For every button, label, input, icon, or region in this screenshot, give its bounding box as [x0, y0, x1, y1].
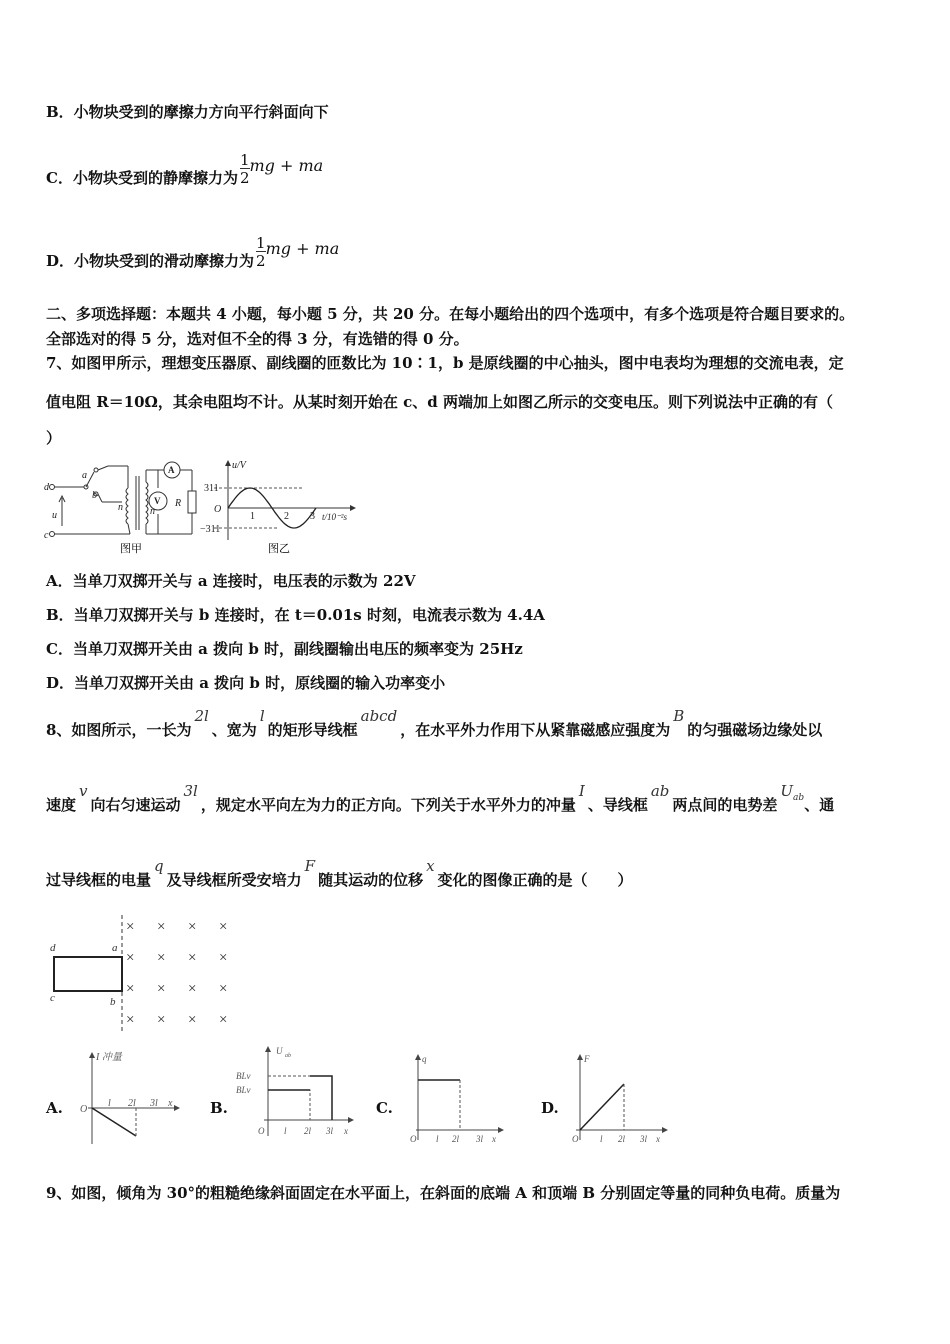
svg-text:a: a — [82, 470, 87, 481]
q7-line2: 值电阻 R＝10Ω，其余电阻均不计。从某时刻开始在 c、d 两端加上如图乙所示的交变电压。则下列说法中正确的有（ — [46, 393, 833, 411]
svg-text:O: O — [214, 504, 222, 515]
frame-labels — [50, 942, 118, 1008]
graph-D — [566, 1050, 671, 1145]
terminal-d — [50, 485, 55, 490]
q7-option-D: D．当单刀双掷开关由 a 拨向 b 时，原线圈的输入功率变小 — [46, 674, 446, 692]
graph-C — [402, 1050, 507, 1145]
field-cross-icon: × — [126, 1012, 135, 1028]
svg-text:n: n — [118, 502, 123, 513]
svg-text:b: b — [110, 996, 116, 1008]
svg-text:U: U — [276, 1046, 283, 1056]
svg-text:b: b — [92, 490, 97, 501]
q8-line1: 8、如图所示，一长为2l、宽为l的矩形导线框abcd，在水平外力作用下从紧靠磁感应强度为B的匀强磁场边缘处以 — [46, 707, 823, 739]
svg-text:2l: 2l — [304, 1126, 312, 1136]
svg-text:q: q — [422, 1054, 427, 1064]
choice-D-label: D. — [541, 1099, 559, 1117]
svg-text:2: 2 — [284, 511, 289, 522]
svg-text:O: O — [572, 1134, 579, 1144]
svg-text:a: a — [112, 942, 118, 954]
force-line — [580, 1084, 624, 1130]
magnetic-field-crosses — [126, 919, 227, 1028]
svg-text:3: 3 — [310, 511, 315, 522]
resistor-icon — [188, 491, 196, 513]
section2-line1: 二、多项选择题：本题共 4 小题，每小题 5 分，共 20 分。在每小题给出的四个选项中，有多个选项是符合题目要求的。 — [46, 305, 855, 323]
svg-text:u: u — [52, 510, 57, 521]
svg-text:3l: 3l — [326, 1126, 334, 1136]
svg-text:311: 311 — [204, 483, 219, 494]
svg-text:d: d — [44, 482, 49, 493]
field-cross-icon: × — [157, 1012, 166, 1028]
field-cross-icon: × — [188, 1012, 197, 1028]
svg-text:A: A — [168, 465, 175, 475]
field-cross-icon: × — [157, 919, 166, 935]
graph-A — [74, 1048, 184, 1148]
field-cross-icon: × — [157, 950, 166, 966]
svg-text:I 冲量: I 冲量 — [96, 1052, 122, 1063]
svg-text:BLv: BLv — [236, 1085, 251, 1095]
svg-text:BLv: BLv — [236, 1071, 251, 1081]
option-q6-B: B．小物块受到的摩擦力方向平行斜面向下 — [46, 103, 329, 121]
svg-text:O: O — [80, 1104, 88, 1115]
q7-option-B: B．当单刀双掷开关与 b 连接时，在 t＝0.01s 时刻，电流表示数为 4.4A — [46, 606, 545, 624]
field-cross-icon: × — [219, 919, 228, 935]
q7-line3: ） — [46, 429, 62, 447]
svg-text:d: d — [50, 942, 56, 954]
field-cross-icon: × — [188, 950, 197, 966]
svg-text:u/V: u/V — [232, 460, 246, 471]
waveform-graph — [200, 460, 356, 540]
svg-text:ab: ab — [285, 1053, 291, 1059]
svg-text:t/10⁻²s: t/10⁻²s — [322, 512, 347, 522]
svg-text:c: c — [44, 530, 49, 541]
field-cross-icon: × — [157, 981, 166, 997]
svg-text:l: l — [436, 1134, 439, 1144]
svg-text:3l: 3l — [150, 1098, 158, 1109]
svg-text:l: l — [284, 1126, 287, 1136]
svg-text:−311: −311 — [200, 524, 221, 535]
svg-text:O: O — [258, 1126, 265, 1136]
svg-text:n: n — [150, 506, 155, 517]
field-cross-icon: × — [219, 981, 228, 997]
q7-option-A: A．当单刀双掷开关与 a 连接时，电压表的示数为 22V — [46, 572, 416, 590]
field-cross-icon: × — [126, 981, 135, 997]
svg-text:x: x — [344, 1126, 348, 1136]
choice-B-label: B. — [210, 1099, 228, 1117]
fraction-half: $\frac{1}{2}$ — [256, 234, 266, 270]
q8-field-figure — [44, 915, 234, 1035]
svg-text:x: x — [656, 1134, 660, 1144]
graph-B — [232, 1040, 357, 1145]
q7-option-C: C．当单刀双掷开关由 a 拨向 b 时，副线圈输出电压的频率变为 25Hz — [46, 640, 523, 658]
choice-C-label: C. — [376, 1099, 393, 1117]
field-cross-icon: × — [188, 919, 197, 935]
wire-frame — [54, 957, 122, 991]
field-cross-icon: × — [188, 981, 197, 997]
impulse-line — [92, 1108, 136, 1136]
svg-text:3l: 3l — [476, 1134, 484, 1144]
field-cross-icon: × — [126, 950, 135, 966]
svg-text:2l: 2l — [452, 1134, 460, 1144]
q7-line1: 7、如图甲所示，理想变压器原、副线圈的匝数比为 10∶1，b 是原线圈的中心抽头，图中电表均为理想的交流电表，定 — [46, 354, 844, 372]
q9-line1: 9、如图，倾角为 30°的粗糙绝缘斜面固定在水平面上，在斜面的底端 A 和顶端 B 分别固定等量的同种负电荷。质量为 — [46, 1184, 841, 1202]
svg-text:F: F — [584, 1054, 590, 1064]
q8-line3: 过导线框的电量q及导线框所受安培力F随其运动的位移x变化的图像正确的是（ ） — [46, 857, 633, 889]
svg-text:2l: 2l — [128, 1098, 136, 1109]
svg-text:R: R — [175, 498, 182, 509]
option-q6-C: C．小物块受到的静摩擦力为 $\frac{1}{2}$ mg + ma — [46, 151, 324, 187]
field-cross-icon: × — [219, 950, 228, 966]
q8-line2: 速度v向右匀速运动3l，规定水平向左为力的正方向。下列关于水平外力的冲量I、导线框ab两点间的电势差$U_{ab}$、通 — [46, 782, 835, 814]
svg-text:2l: 2l — [618, 1134, 626, 1144]
svg-text:V: V — [154, 496, 161, 506]
svg-text:O: O — [410, 1134, 417, 1144]
voltage-step — [310, 1076, 332, 1120]
section2-line2: 全部选对的得 5 分，选对但不全的得 3 分，有选错的得 0 分。 — [46, 330, 469, 348]
option-q6-D: D．小物块受到的滑动摩擦力为 $\frac{1}{2}$ mg + ma — [46, 234, 340, 270]
q7-figure — [42, 458, 362, 558]
fig-b-label: 图乙 — [268, 543, 290, 555]
fig-a-label: 图甲 — [120, 543, 142, 555]
field-cross-icon: × — [219, 1012, 228, 1028]
svg-text:3l: 3l — [640, 1134, 648, 1144]
svg-text:x: x — [168, 1098, 173, 1109]
svg-text:c: c — [50, 992, 55, 1004]
svg-text:l: l — [600, 1134, 603, 1144]
fraction-half: $\frac{1}{2}$ — [239, 151, 250, 187]
choice-A-label: A. — [46, 1099, 63, 1117]
field-cross-icon: × — [126, 919, 135, 935]
svg-text:1: 1 — [250, 511, 255, 522]
svg-text:x: x — [492, 1134, 496, 1144]
terminal-c — [50, 532, 55, 537]
svg-text:l: l — [108, 1098, 111, 1109]
